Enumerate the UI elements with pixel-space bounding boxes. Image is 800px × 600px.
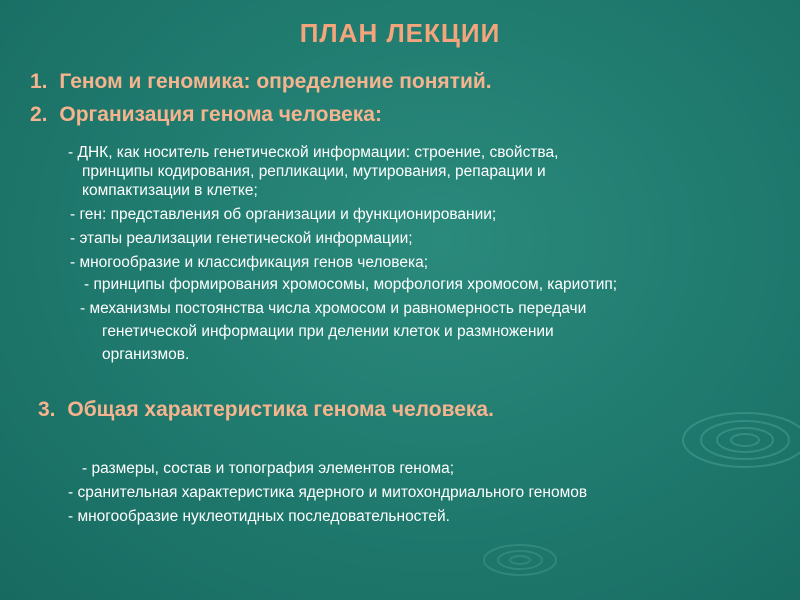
section-heading-3 xyxy=(38,398,494,422)
section-heading-2 xyxy=(30,103,382,127)
list-item: - ДНК, как носитель генетической информации: строение, свойства, xyxy=(68,144,559,161)
list-item-continuation: принципы кодирования, репликации, мутирования, репарации и xyxy=(82,163,546,180)
list-item-continuation: компактизации в клетке; xyxy=(82,182,258,199)
list-item: - многообразие нуклеотидных последовательностей. xyxy=(68,508,450,525)
section-number: 3. xyxy=(38,398,56,421)
list-item: - механизмы постоянства числа хромосом и равномерность передачи xyxy=(80,300,587,317)
section-heading-1 xyxy=(30,70,492,94)
section-text: Геном и геномика: определение понятий. xyxy=(59,70,492,93)
list-item: - этапы реализации генетической информации; xyxy=(70,230,413,247)
list-item-continuation: генетической информации при делении клеток и размножении xyxy=(102,323,554,340)
page-title: ПЛАН ЛЕКЦИИ xyxy=(299,18,501,48)
section-number: 1. xyxy=(30,70,48,93)
section-number: 2. xyxy=(30,103,48,126)
list-item: - ген: представления об организации и функционировании; xyxy=(70,206,497,223)
list-item-continuation: организмов. xyxy=(102,346,190,363)
list-item: - размеры, состав и топография элементов генома; xyxy=(82,460,455,477)
list-item: - сранительная характеристика ядерного и митохондриального геномов xyxy=(68,484,588,501)
list-item: - многообразие и классификация генов человека; xyxy=(70,254,429,271)
section-text: Организация генома человека: xyxy=(59,103,382,126)
section-text: Общая характеристика генома человека. xyxy=(67,398,494,421)
list-item: - принципы формирования хромосомы, морфология хромосом, кариотип; xyxy=(84,276,618,293)
